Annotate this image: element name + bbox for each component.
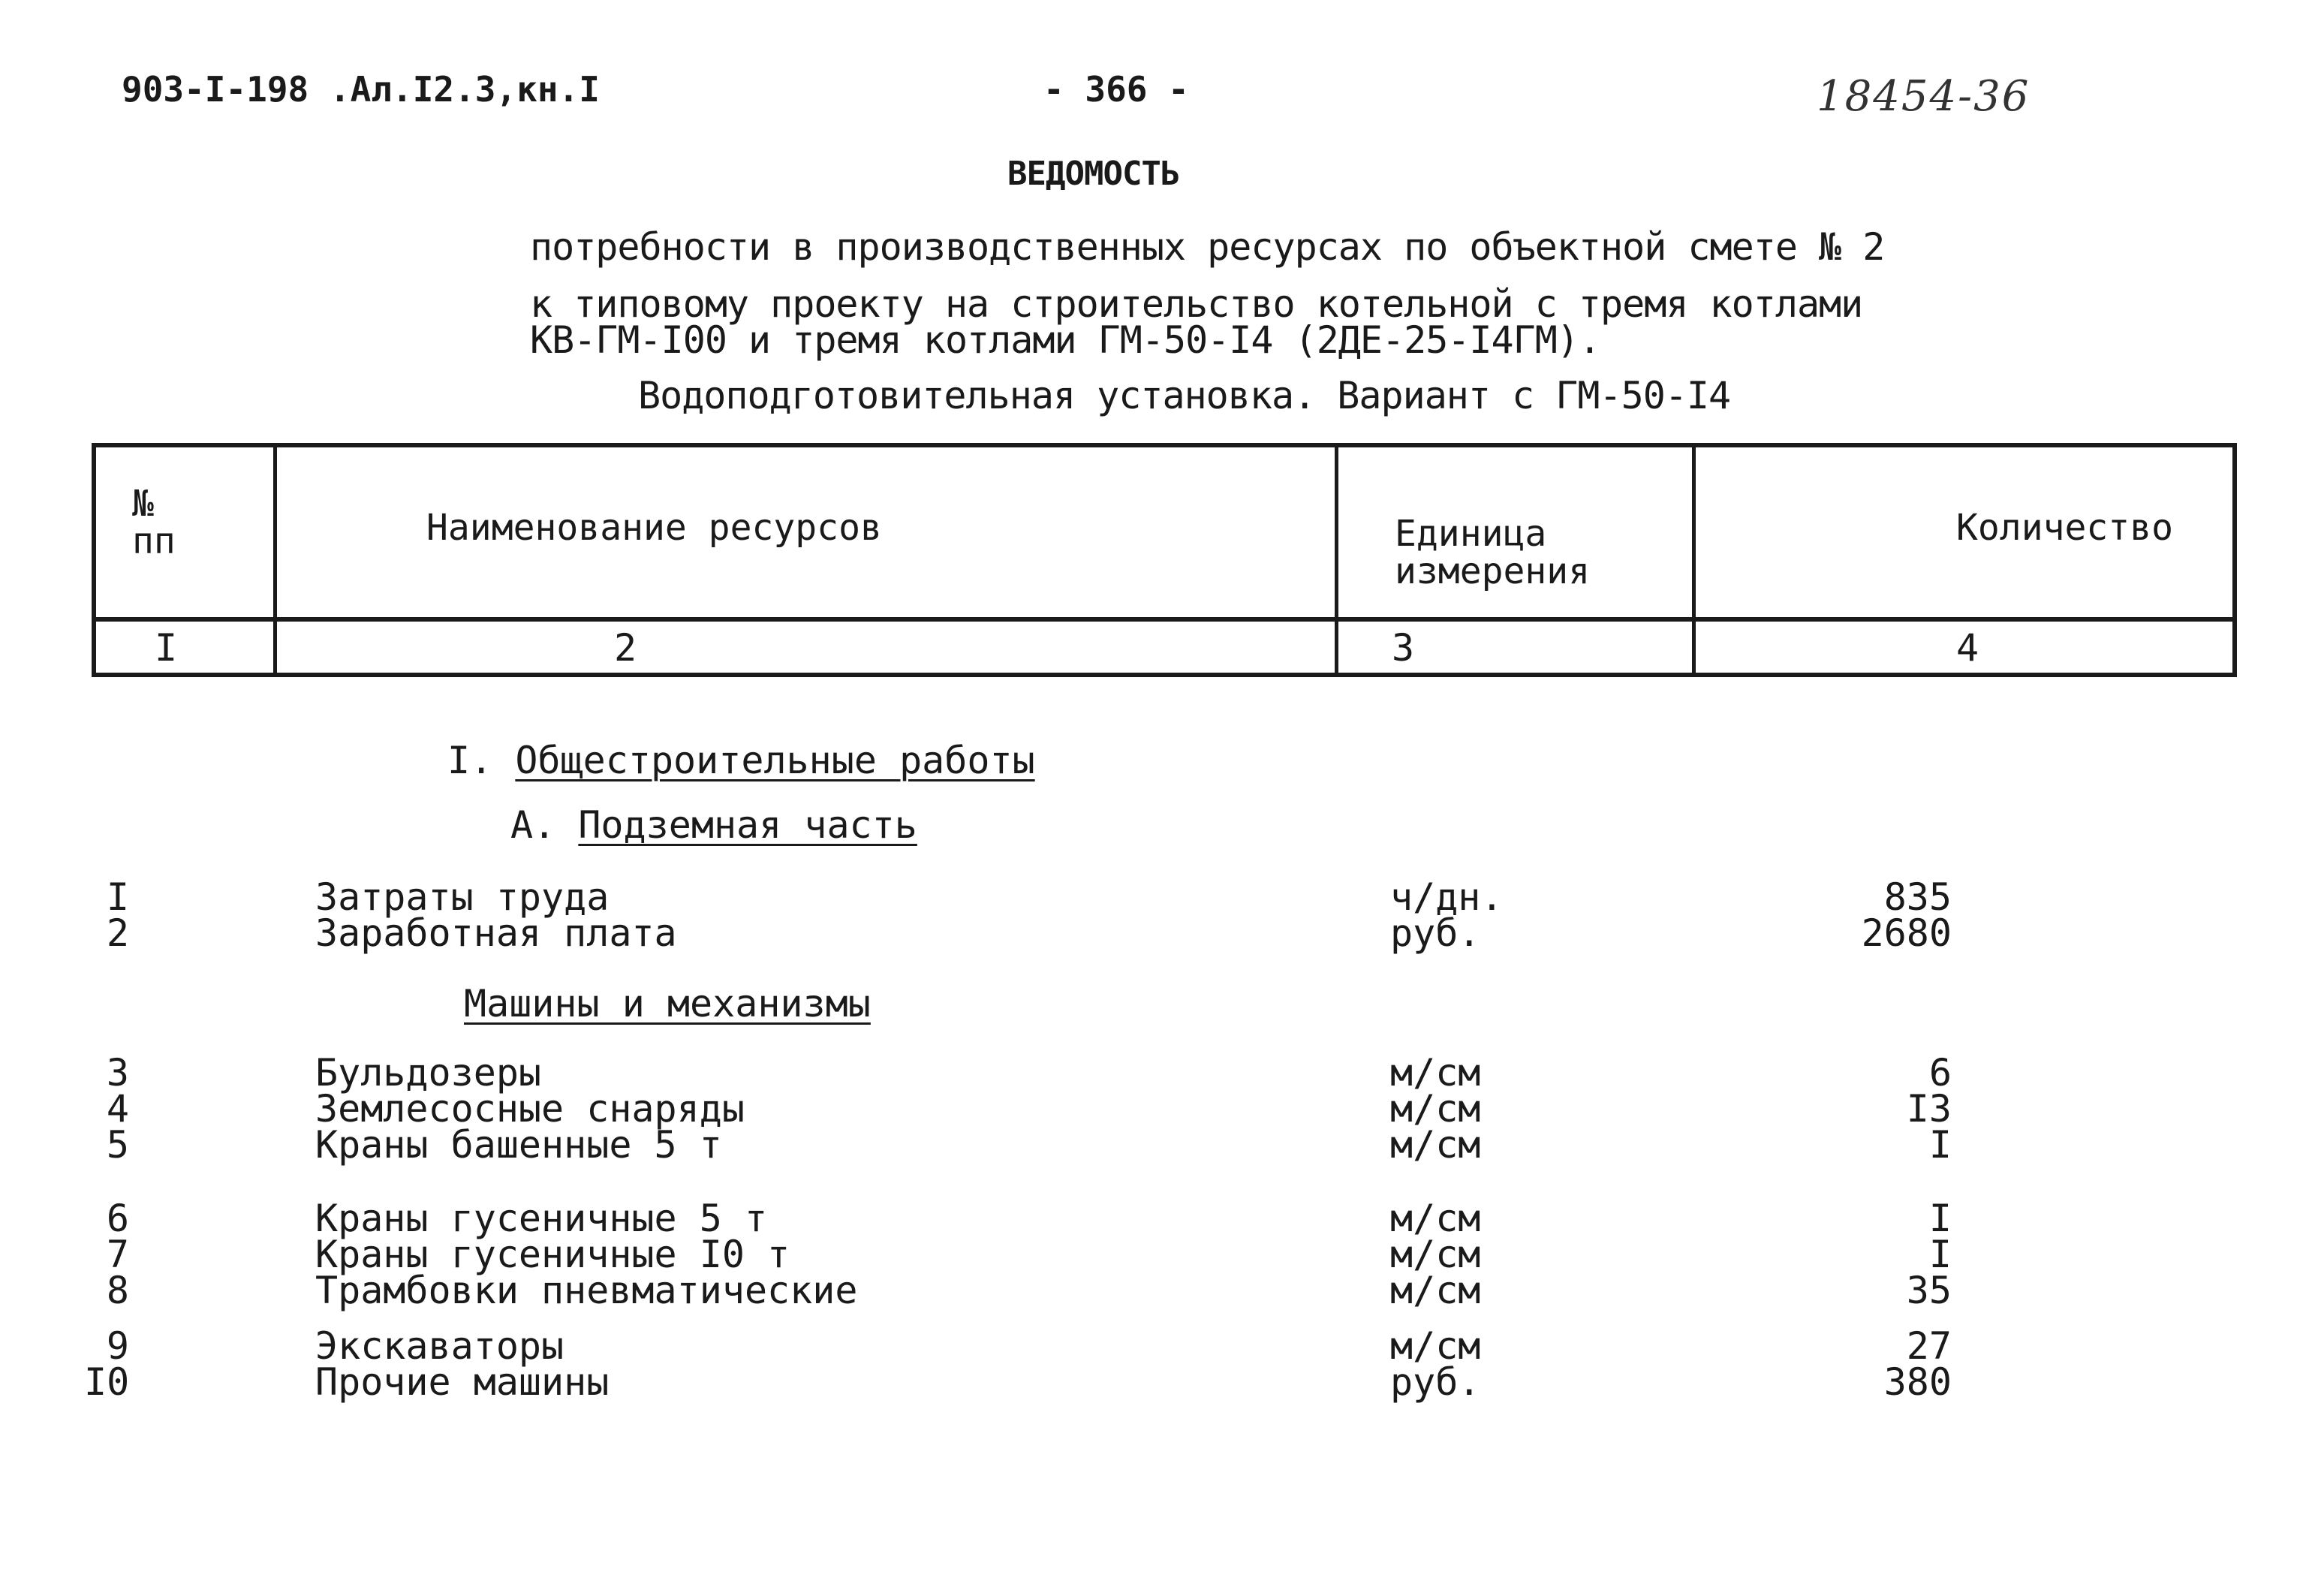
section-heading-a: А. Подземная часть xyxy=(510,803,917,847)
col-number-header: № пп xyxy=(132,483,176,563)
row-quantity: I xyxy=(1928,1233,1952,1276)
row-name: Краны гусеничные 5 т xyxy=(315,1197,768,1240)
row-number: 7 xyxy=(106,1233,129,1276)
archive-stamp: 18454-36 xyxy=(1817,72,2031,121)
subtitle-line-4: Водоподготовительная установка. Вариант с ГМ-50-I4 xyxy=(638,374,1731,417)
subtitle-line-2: к типовому проекту на строительство котельной с тремя котлами xyxy=(530,282,1863,326)
row-unit: м/см xyxy=(1390,1324,1481,1368)
row-number: I xyxy=(106,875,129,919)
row-number: 6 xyxy=(106,1197,129,1240)
col-index-2: 2 xyxy=(614,626,637,670)
row-quantity: 27 xyxy=(1906,1324,1952,1368)
row-unit: м/см xyxy=(1390,1233,1481,1276)
row-quantity: 6 xyxy=(1928,1051,1952,1095)
section-heading-machines: Машины и механизмы xyxy=(464,982,871,1025)
col-index-1: I xyxy=(155,626,178,670)
row-name: Заработная плата xyxy=(315,911,677,955)
row-unit: м/см xyxy=(1390,1087,1481,1131)
page-number: - 366 - xyxy=(1043,69,1189,110)
row-number: 9 xyxy=(106,1324,129,1368)
row-unit: м/см xyxy=(1390,1051,1481,1095)
row-unit: м/см xyxy=(1390,1197,1481,1240)
column-divider xyxy=(1335,443,1338,677)
resource-table-header xyxy=(92,443,2237,677)
document-code: 903-I-198 .Ал.I2.3,кн.I xyxy=(122,69,600,110)
row-quantity: I xyxy=(1928,1123,1952,1167)
column-divider xyxy=(1692,443,1696,677)
row-name: Экскаваторы xyxy=(315,1324,564,1368)
row-name: Бульдозеры xyxy=(315,1051,542,1095)
row-number: I0 xyxy=(84,1360,130,1404)
section-heading-1: I. Общестроительные работы xyxy=(447,739,1035,782)
row-number: 3 xyxy=(106,1051,129,1095)
row-quantity: 835 xyxy=(1883,875,1952,919)
row-quantity: 35 xyxy=(1906,1269,1952,1312)
col-name-header: Наименование ресурсов xyxy=(426,507,882,549)
row-name: Прочие машины xyxy=(315,1360,610,1404)
row-number: 8 xyxy=(106,1269,129,1312)
row-unit: ч/дн. xyxy=(1390,875,1504,919)
column-divider xyxy=(273,443,277,677)
row-quantity: 2680 xyxy=(1861,911,1952,955)
row-unit: м/см xyxy=(1390,1269,1481,1312)
col-quantity-header: Количество xyxy=(1956,507,2173,549)
row-name: Краны башенные 5 т xyxy=(315,1123,722,1167)
row-unit: руб. xyxy=(1390,1360,1481,1404)
row-name: Трамбовки пневматические xyxy=(315,1269,858,1312)
row-unit: руб. xyxy=(1390,911,1481,955)
subtitle-line-3: КВ-ГМ-I00 и тремя котлами ГМ-50-I4 (2ДЕ-25-I4ГМ). xyxy=(530,318,1601,362)
col-index-4: 4 xyxy=(1956,626,1979,670)
header-divider xyxy=(92,617,2237,622)
col-unit-header: Единица измерения xyxy=(1395,513,1591,593)
row-quantity: I3 xyxy=(1906,1087,1952,1131)
row-number: 4 xyxy=(106,1087,129,1131)
document-title: ВЕДОМОСТЬ xyxy=(1007,155,1180,193)
col-index-3: 3 xyxy=(1392,626,1415,670)
row-unit: м/см xyxy=(1390,1123,1481,1167)
row-number: 2 xyxy=(106,911,129,955)
row-number: 5 xyxy=(106,1123,129,1167)
row-name: Краны гусеничные I0 т xyxy=(315,1233,790,1276)
row-name: Землесосные снаряды xyxy=(315,1087,745,1131)
row-quantity: I xyxy=(1928,1197,1952,1240)
subtitle-line-1: потребности в производственных ресурсах по объектной смете № 2 xyxy=(530,225,1885,269)
row-name: Затраты труда xyxy=(315,875,610,919)
row-quantity: 380 xyxy=(1883,1360,1952,1404)
